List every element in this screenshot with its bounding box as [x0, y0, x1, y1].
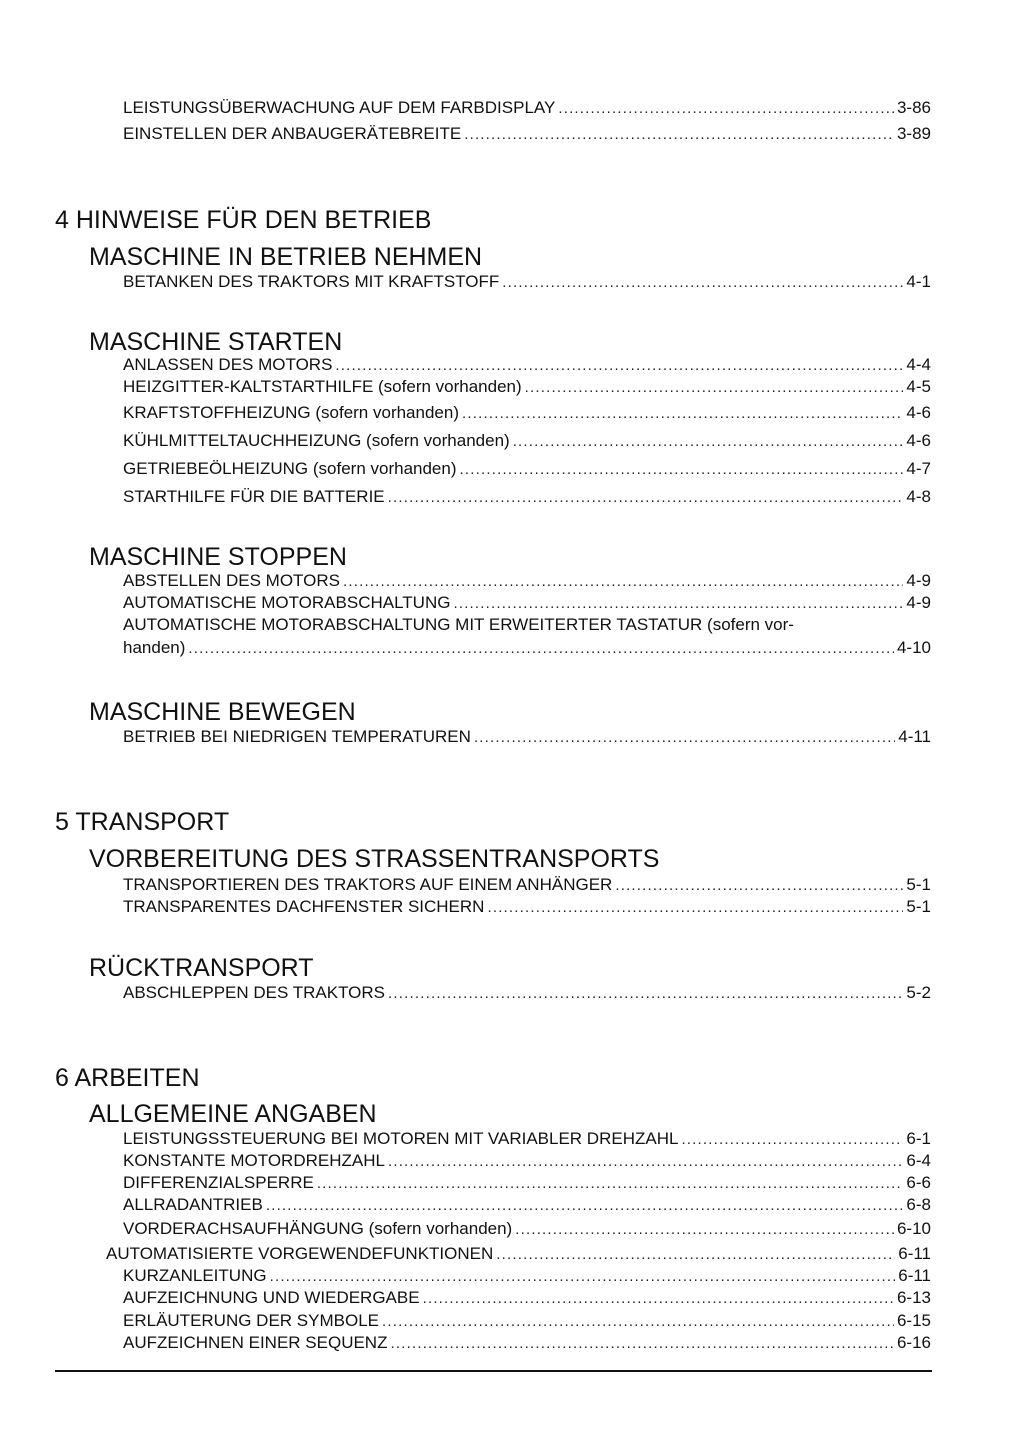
entry-title: HEIZGITTER-KALTSTARTHILFE (sofern vorhanden) — [123, 377, 522, 396]
entry-page: 4-8 — [906, 487, 931, 506]
section-heading[interactable]: MASCHINE STOPPEN — [89, 543, 347, 571]
toc-entry[interactable] — [123, 431, 931, 452]
chapter-heading[interactable]: 6 ARBEITEN — [55, 1064, 200, 1092]
toc-entry[interactable] — [123, 875, 931, 896]
entry-title: DIFFERENZIALSPERRE — [123, 1173, 314, 1192]
section-heading[interactable]: MASCHINE BEWEGEN — [89, 698, 356, 726]
entry-title: KRAFTSTOFFHEIZUNG (sofern vorhanden) — [123, 403, 459, 422]
leader-dots — [453, 594, 903, 614]
entry-page: 6-16 — [896, 1333, 931, 1352]
entry-page: 6-1 — [906, 1129, 931, 1148]
entry-title: handen) — [123, 638, 186, 657]
toc-entry[interactable] — [123, 571, 931, 592]
entry-page: 6-8 — [906, 1195, 931, 1214]
entry-title: ABSTELLEN DES MOTORS — [123, 571, 340, 590]
entry-title: STARTHILFE FÜR DIE BATTERIE — [123, 487, 385, 506]
entry-title: EINSTELLEN DER ANBAUGERÄTEBREITE — [123, 124, 462, 143]
leader-dots — [464, 125, 894, 145]
toc-entry[interactable] — [123, 983, 931, 1004]
leader-dots — [423, 1289, 894, 1309]
entry-page: 5-1 — [906, 875, 931, 894]
entry-title: LEISTUNGSSTEUERUNG BEI MOTOREN MIT VARIABLER DREHZAHL — [123, 1129, 679, 1148]
toc-entry[interactable] — [123, 593, 931, 614]
leader-dots — [460, 460, 904, 480]
toc-entry[interactable] — [123, 98, 931, 119]
entry-page: 4-10 — [896, 638, 931, 657]
entry-page: 6-11 — [898, 1266, 931, 1285]
entry-page: 4-6 — [906, 403, 931, 422]
entry-page: 4-5 — [906, 377, 931, 396]
leader-dots — [388, 984, 903, 1004]
leader-dots — [474, 728, 895, 748]
entry-page: 5-1 — [906, 897, 931, 916]
leader-dots — [462, 404, 903, 424]
section-heading[interactable]: RÜCKTRANSPORT — [89, 954, 314, 982]
toc-entry[interactable] — [123, 1151, 931, 1172]
toc-entry[interactable] — [123, 1288, 931, 1309]
entry-page: 4-1 — [906, 272, 931, 291]
toc-entry[interactable] — [123, 1311, 931, 1332]
toc-entry[interactable] — [123, 1129, 931, 1150]
entry-page: 4-7 — [906, 459, 931, 478]
entry-title: AUFZEICHNEN EINER SEQUENZ — [123, 1333, 388, 1352]
entry-title: GETRIEBEÖLHEIZUNG (sofern vorhanden) — [123, 459, 457, 478]
entry-title: TRANSPORTIEREN DES TRAKTORS AUF EINEM ANHÄNGER — [123, 875, 613, 894]
entry-page: 4-6 — [906, 431, 931, 450]
entry-page: 4-11 — [898, 727, 931, 746]
entry-page: 4-9 — [906, 571, 931, 590]
entry-page: 6-13 — [896, 1288, 931, 1307]
entry-page: 6-4 — [906, 1151, 931, 1170]
toc-entry[interactable] — [123, 403, 931, 424]
entry-page: 4-4 — [906, 355, 931, 374]
leader-dots — [515, 1220, 894, 1240]
leader-dots — [388, 488, 904, 508]
section-heading[interactable]: VORBEREITUNG DES STRASSENTRANSPORTS — [89, 845, 660, 873]
toc-entry[interactable] — [123, 459, 931, 480]
toc-subsection[interactable] — [106, 1244, 931, 1265]
leader-dots — [382, 1312, 894, 1332]
entry-page: 3-89 — [896, 124, 931, 143]
toc-entry[interactable] — [123, 124, 931, 145]
entry-title: AUTOMATISIERTE VORGEWENDEFUNKTIONEN — [106, 1244, 494, 1263]
leader-dots — [335, 356, 903, 376]
toc-entry[interactable] — [123, 355, 931, 376]
entry-title: BETRIEB BEI NIEDRIGEN TEMPERATUREN — [123, 727, 471, 746]
leader-dots — [317, 1174, 904, 1194]
leader-dots — [681, 1130, 903, 1150]
entry-title: KURZANLEITUNG — [123, 1266, 267, 1285]
toc-entry[interactable] — [123, 377, 931, 398]
leader-dots — [525, 378, 904, 398]
toc-entry[interactable] — [123, 272, 931, 293]
entry-title: ALLRADANTRIEB — [123, 1195, 263, 1214]
bottom-rule — [55, 1370, 932, 1372]
entry-page: 6-6 — [906, 1173, 931, 1192]
entry-title: LEISTUNGSÜBERWACHUNG AUF DEM FARBDISPLAY — [123, 98, 556, 117]
leader-dots — [343, 572, 903, 592]
chapter-heading[interactable]: 5 TRANSPORT — [55, 808, 230, 836]
toc-entry[interactable] — [123, 1195, 931, 1216]
leader-dots — [188, 639, 894, 659]
entry-title: VORDERACHSAUFHÄNGUNG (sofern vorhanden) — [123, 1219, 513, 1238]
section-heading[interactable]: ALLGEMEINE ANGABEN — [89, 1100, 377, 1128]
toc-entry[interactable] — [123, 1219, 931, 1240]
entry-page: 4-9 — [906, 593, 931, 612]
leader-dots — [502, 273, 903, 293]
toc-entry[interactable] — [123, 897, 931, 918]
toc-entry[interactable] — [123, 1173, 931, 1194]
entry-page: 6-15 — [896, 1311, 931, 1330]
toc-entry-wrapped-line[interactable]: AUTOMATISCHE MOTORABSCHALTUNG MIT ERWEITERTER TASTATUR (sofern vor- — [123, 615, 794, 634]
entry-title: BETANKEN DES TRAKTORS MIT KRAFTSTOFF — [123, 272, 500, 291]
toc-entry[interactable] — [123, 638, 931, 659]
chapter-heading[interactable]: 4 HINWEISE FÜR DEN BETRIEB — [55, 206, 432, 234]
leader-dots — [388, 1152, 903, 1172]
entry-page: 6-11 — [898, 1244, 931, 1263]
entry-title: KONSTANTE MOTORDREHZAHL — [123, 1151, 385, 1170]
entry-title: ANLASSEN DES MOTORS — [123, 355, 333, 374]
leader-dots — [496, 1245, 895, 1265]
entry-title: TRANSPARENTES DACHFENSTER SICHERN — [123, 897, 485, 916]
entry-title: ABSCHLEPPEN DES TRAKTORS — [123, 983, 386, 1002]
entry-title: AUFZEICHNUNG UND WIEDERGABE — [123, 1288, 420, 1307]
entry-title: ERLÄUTERUNG DER SYMBOLE — [123, 1311, 379, 1330]
leader-dots — [390, 1334, 893, 1354]
entry-title: AUTOMATISCHE MOTORABSCHALTUNG — [123, 593, 451, 612]
leader-dots — [270, 1267, 896, 1287]
entry-page: 5-2 — [906, 983, 931, 1002]
leader-dots — [266, 1196, 904, 1216]
entry-title: KÜHLMITTELTAUCHHEIZUNG (sofern vorhanden) — [123, 431, 510, 450]
toc-entry[interactable] — [123, 727, 931, 748]
leader-dots — [513, 432, 904, 452]
toc-entry[interactable] — [123, 1333, 931, 1354]
leader-dots — [487, 898, 903, 918]
entry-page: 3-86 — [896, 98, 931, 117]
toc-entry[interactable] — [123, 487, 931, 508]
section-heading[interactable]: MASCHINE STARTEN — [89, 328, 343, 356]
entry-page: 6-10 — [896, 1219, 931, 1238]
leader-dots — [615, 876, 903, 896]
section-heading[interactable]: MASCHINE IN BETRIEB NEHMEN — [89, 243, 483, 271]
toc-entry[interactable] — [123, 1266, 931, 1287]
leader-dots — [558, 99, 894, 119]
